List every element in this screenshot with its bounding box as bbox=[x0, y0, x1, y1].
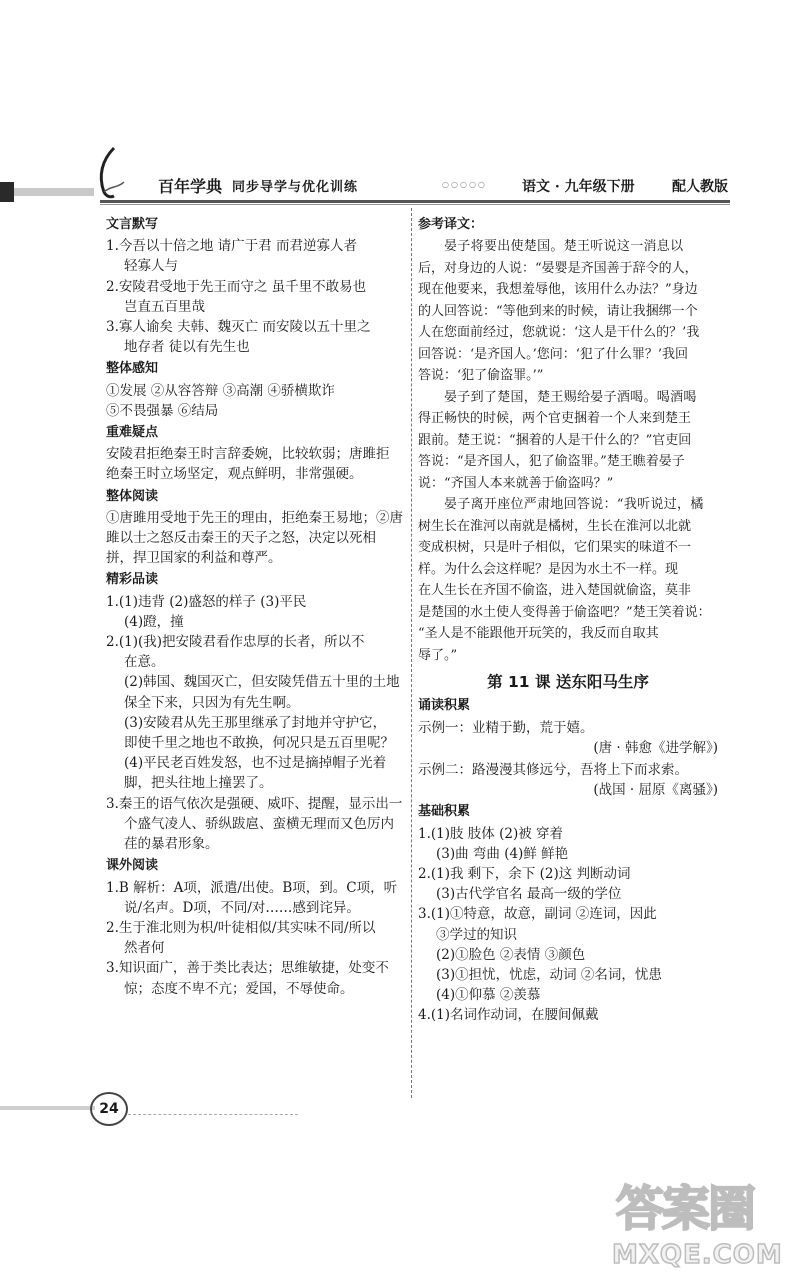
translation-line: 样。为什么会这样呢？是因为水土不一样。现 bbox=[418, 561, 679, 577]
edition-label: 配人教版 bbox=[672, 179, 728, 195]
section-title-reference-translation: 参考译文： bbox=[418, 217, 484, 232]
book-title: 百年学典 bbox=[158, 177, 223, 196]
answer-line: 脚，把头往地上撞罢了。 bbox=[124, 775, 273, 792]
translation-line: 辱了。” bbox=[418, 647, 458, 663]
left-column bbox=[106, 213, 406, 999]
answer-line: 轻寡人与 bbox=[124, 258, 178, 275]
answer-line: (3)曲 弯曲 (4)鲜 鲜艳 bbox=[436, 845, 569, 862]
watermark-logo bbox=[608, 1170, 798, 1276]
answer-line: 2.生于淮北则为枳/叶徒相似/其实味不同/所以 bbox=[106, 919, 376, 936]
translation-line: 说：“齐国人本来就善于偷盗吗？” bbox=[418, 475, 614, 491]
translation-line: 晏子到了楚国，楚王赐给晏子酒喝。喝酒喝 bbox=[444, 389, 697, 405]
header-tab-mark bbox=[0, 182, 14, 202]
answer-line: 拼，捍卫国家的利益和尊严。 bbox=[106, 550, 282, 567]
subject-label: 语文 · 九年级下册 bbox=[522, 179, 635, 195]
translation-line: “圣人是不能跟他开玩笑的，我反而自取其 bbox=[418, 626, 659, 642]
header-left-bar bbox=[14, 188, 94, 196]
answer-line: 示例一：业精于勤，荒于嬉。 bbox=[418, 719, 594, 736]
answer-line: 1.(1)违背 (2)盛怒的样子 (3)平民 bbox=[106, 593, 307, 610]
answer-line: 1.今吾以十倍之地 请广于君 而君逆寡人者 bbox=[106, 238, 357, 255]
quill-icon bbox=[84, 146, 134, 202]
lesson-title: 第 11 课 送东阳马生序 bbox=[487, 673, 649, 692]
translation-line: 在人生长在齐国不偷盗，进入楚国就偷盗，莫非 bbox=[418, 583, 692, 599]
header-dots: ○○○○○ bbox=[442, 180, 487, 189]
translation-line: 晏子将要出使楚国。楚王听说这一消息以 bbox=[444, 239, 684, 255]
section-title-extracurricular-reading: 课外阅读 bbox=[106, 858, 159, 874]
answer-line: 荏的暴君形象。 bbox=[124, 836, 219, 853]
right-column bbox=[418, 213, 718, 1026]
translation-line: 回答说：‘是齐国人。’您问：‘犯了什么罪？’我回 bbox=[418, 346, 689, 362]
section-title-recitation: 诵读积累 bbox=[418, 698, 471, 714]
page-header bbox=[0, 140, 800, 200]
page-footer bbox=[0, 1090, 800, 1130]
answer-line: ③学过的知识 bbox=[436, 926, 517, 943]
answer-line: ⑤不畏强暴 ⑥结局 bbox=[106, 402, 219, 419]
answer-line: 说/名声。D项，不同/对……感到诧异。 bbox=[124, 899, 360, 916]
translation-line: 的人回答说：“等他到来的时候，请让我捆绑一个 bbox=[418, 303, 698, 319]
translation-line: 后，对身边的人说：“晏婴是齐国善于辞令的人， bbox=[418, 260, 698, 276]
answer-line: 3.寡人谕矣 夫韩、魏灭亡 而安陵以五十里之 bbox=[106, 319, 371, 336]
translation-line: 晏子离开座位严肃地回答说：“我听说过，橘 bbox=[444, 497, 704, 513]
section-title-classical-dictation: 文言默写 bbox=[106, 217, 159, 232]
translation-line: 答说：‘犯了偷盗罪。’” bbox=[418, 368, 544, 384]
answer-line: 3.(1)①特意，故意，副词 ②连词，因此 bbox=[418, 906, 657, 923]
answer-line: (4)蹬，撞 bbox=[124, 613, 184, 630]
translation-line: 树生长在淮河以南就是橘树，生长在淮河以北就 bbox=[418, 518, 692, 534]
answer-line: (4)平民老百姓发怒，也不过是摘掉帽子光着 bbox=[124, 755, 387, 772]
answer-line: (2)①脸色 ②表情 ③颜色 bbox=[436, 946, 586, 963]
answer-line: 3.秦王的语气依次是强硬、威吓、提醒，显示出一 bbox=[106, 795, 403, 812]
answer-line: (3)古代学官名 最高一级的学位 bbox=[436, 886, 622, 903]
translation-line: 现在他要来，我想羞辱他，该用什么办法？”身边 bbox=[418, 282, 698, 298]
section-title-basic-accumulation: 基础积累 bbox=[418, 804, 471, 820]
answer-line: (2)韩国、魏国灭亡，但安陵凭借五十里的土地 bbox=[124, 674, 400, 691]
translation-line: 得正畅快的时候，两个官吏捆着一个人来到楚王 bbox=[418, 411, 692, 427]
answer-line: 2.(1)我 剩下，余下 (2)这 判断动词 bbox=[418, 866, 631, 883]
answer-line: 个盛气凌人、骄纵跋扈、蛮横无理而又色厉内 bbox=[124, 815, 394, 832]
section-title-excerpt-reading: 精彩品读 bbox=[106, 572, 159, 588]
answer-line: 1.B 解析：A项，派遣/出使。B项，到。C项，听 bbox=[106, 879, 398, 896]
answer-line: 即使千里之地也不敢换，何况只是五百里呢？ bbox=[124, 735, 394, 752]
answer-line: 示例二：路漫漫其修远兮，吾将上下而求索。 bbox=[418, 762, 688, 779]
answer-line: ①发展 ②从容答辩 ③高潮 ④骄横欺诈 bbox=[106, 382, 335, 399]
answer-line: 1.(1)肢 肢体 (2)被 穿着 bbox=[418, 825, 563, 842]
citation: (唐 · 韩愈《进学解》) bbox=[593, 739, 718, 756]
answer-line: (4)①仰慕 ②羡慕 bbox=[436, 987, 541, 1004]
answer-line: (3)①担忧，忧虑，动词 ②名词，忧患 bbox=[436, 967, 662, 984]
header-rule-thin bbox=[100, 204, 730, 205]
section-title-overall-reading: 整体阅读 bbox=[106, 488, 159, 504]
watermark-url: MXQE.COM bbox=[612, 1240, 783, 1270]
answer-line: ①唐雎用受地于先王的理由，拒绝秦王易地；②唐 bbox=[106, 509, 403, 526]
translation-line: 跟前。楚王说：“捆着的人是干什么的？”官吏回 bbox=[418, 432, 692, 448]
answer-line: 安陵君拒绝秦王时言辞委婉，比较软弱；唐雎拒 bbox=[106, 446, 390, 463]
section-title-key-points: 重难疑点 bbox=[106, 425, 159, 441]
citation: (战国 · 屈原《离骚》) bbox=[593, 782, 718, 799]
answer-line: 地存者 徒以有先生也 bbox=[124, 339, 250, 356]
section-title-overall-perception: 整体感知 bbox=[106, 361, 159, 377]
series-title: 同步导学与优化训练 bbox=[232, 180, 359, 195]
page-number: 24 bbox=[90, 1092, 128, 1126]
answer-line: 雎以士之怒反击秦王的天子之怒，决定以死相 bbox=[106, 530, 376, 547]
translation-line: 答说：“是齐国人，犯了偷盗罪。”楚王瞧着晏子 bbox=[418, 454, 685, 470]
answer-line: 岂直五百里哉 bbox=[124, 298, 205, 315]
answer-line: (3)安陵君从先王那里继承了封地并守护它， bbox=[124, 714, 387, 731]
answer-line: 然者何 bbox=[124, 940, 165, 957]
answer-line: 惊；态度不卑不亢；爱国，不辱使命。 bbox=[124, 980, 354, 997]
footer-dashed-line bbox=[128, 1114, 298, 1115]
answer-line: 2.(1)(我)把安陵君看作忠厚的长者，所以不 bbox=[106, 634, 365, 651]
answer-line: 2.安陵君受地于先王而守之 虽千里不敢易也 bbox=[106, 278, 367, 295]
answer-line: 绝秦王时立场坚定，观点鲜明，非常强硬。 bbox=[106, 466, 363, 483]
header-rule bbox=[100, 200, 730, 203]
translation-line: 人在您面前经过，您就说：‘这人是干什么的？’我 bbox=[418, 325, 700, 341]
answer-line: 4.(1)名词作动词，在腰间佩戴 bbox=[418, 1007, 599, 1024]
answer-line: 在意。 bbox=[124, 654, 165, 671]
translation-line: 变成枳树，只是叶子相似，它们果实的味道不一 bbox=[418, 540, 692, 556]
footer-bar bbox=[0, 1106, 95, 1110]
watermark-text: 答案圈 bbox=[616, 1181, 755, 1237]
answer-line: 3.知识面广，善于类比表达；思维敏捷，处变不 bbox=[106, 960, 389, 977]
column-divider bbox=[411, 208, 412, 1098]
translation-line: 是楚国的水土使人变得善于偷盗吧？”楚王笑着说： bbox=[418, 604, 711, 620]
answer-line: 保全下来，只因为有先生啊。 bbox=[124, 694, 300, 711]
